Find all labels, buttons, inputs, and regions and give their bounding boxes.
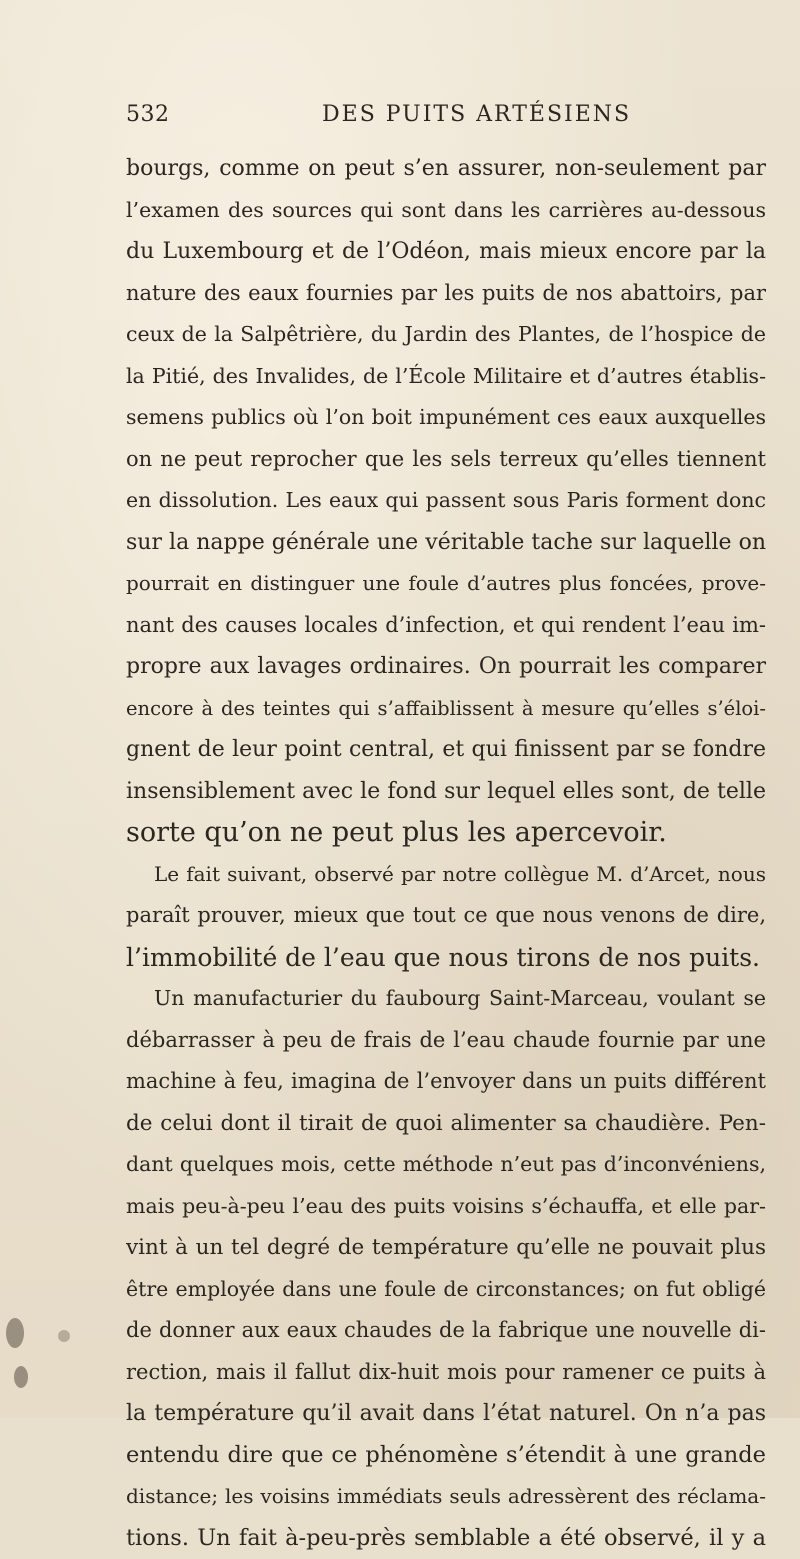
text-line: en dissolution. Les eaux qui passent sous Paris forment donc: [126, 480, 766, 522]
text-line: machine à feu, imagina de l’envoyer dans un puits différent: [126, 1061, 766, 1103]
body-text: [126, 148, 766, 1559]
page-header: [126, 102, 726, 132]
ink-smudge: [6, 1318, 24, 1348]
ink-smudge: [58, 1330, 70, 1342]
text-line: l’immobilité de l’eau que nous tirons de nos puits.: [126, 937, 766, 979]
paragraph-start-line: Un manufacturier du faubourg Saint-Marceau, voulant se: [126, 978, 766, 1020]
text-line: la température qu’il avait dans l’état naturel. On n’a pas: [126, 1393, 766, 1435]
text-line: la Pitié, des Invalides, de l’École Militaire et d’autres établis-: [126, 356, 766, 398]
text-line: sorte qu’on ne peut plus les apercevoir.: [126, 812, 766, 854]
text-line: distance; les voisins immédiats seuls adressèrent des réclama-: [126, 1476, 766, 1518]
text-line: semens publics où l’on boit impunément ces eaux auxquelles: [126, 397, 766, 439]
text-line: pourrait en distinguer une foule d’autres plus foncées, prove-: [126, 563, 766, 605]
text-line: rection, mais il fallut dix-huit mois pour ramener ce puits à: [126, 1352, 766, 1394]
text-line: mais peu-à-peu l’eau des puits voisins s’échauffa, et elle par-: [126, 1186, 766, 1228]
text-line: gnent de leur point central, et qui finissent par se fondre: [126, 729, 766, 771]
text-line: nature des eaux fournies par les puits de nos abattoirs, par: [126, 273, 766, 315]
text-line: de celui dont il tirait de quoi alimenter sa chaudière. Pen-: [126, 1103, 766, 1145]
paragraph-start-line: Le fait suivant, observé par notre collègue M. d’Arcet, nous: [126, 854, 766, 896]
text-line: dant quelques mois, cette méthode n’eut pas d’inconvéniens,: [126, 1144, 766, 1186]
text-line: débarrasser à peu de frais de l’eau chaude fournie par une: [126, 1020, 766, 1062]
text-line: bourgs, comme on peut s’en assurer, non-seulement par: [126, 148, 766, 190]
text-line: paraît prouver, mieux que tout ce que nous venons de dire,: [126, 895, 766, 937]
text-line: sur la nappe générale une véritable tache sur laquelle on: [126, 522, 766, 564]
text-line: insensiblement avec le fond sur lequel elles sont, de telle: [126, 771, 766, 813]
text-line: de donner aux eaux chaudes de la fabrique une nouvelle di-: [126, 1310, 766, 1352]
text-line: vint à un tel degré de température qu’elle ne pouvait plus: [126, 1227, 766, 1269]
text-line: propre aux lavages ordinaires. On pourrait les comparer: [126, 646, 766, 688]
text-line: l’examen des sources qui sont dans les carrières au-dessous: [126, 190, 766, 232]
text-line: ceux de la Salpêtrière, du Jardin des Plantes, de l’hospice de: [126, 314, 766, 356]
text-line: être employée dans une foule de circonstances; on fut obligé: [126, 1269, 766, 1311]
text-line: on ne peut reprocher que les sels terreux qu’elles tiennent: [126, 439, 766, 481]
text-line: du Luxembourg et de l’Odéon, mais mieux encore par la: [126, 231, 766, 273]
text-line: encore à des teintes qui s’affaiblissent à mesure qu’elles s’éloi-: [126, 688, 766, 730]
text-line: entendu dire que ce phénomène s’étendit à une grande: [126, 1435, 766, 1477]
text-line: nant des causes locales d’infection, et qui rendent l’eau im-: [126, 605, 766, 647]
text-line: tions. Un fait à-peu-près semblable a été observé, il y a: [126, 1518, 766, 1559]
running-head: DES PUITS ARTÉSIENS: [322, 102, 631, 127]
ink-smudge: [14, 1366, 28, 1388]
page-number: 532: [126, 102, 170, 127]
